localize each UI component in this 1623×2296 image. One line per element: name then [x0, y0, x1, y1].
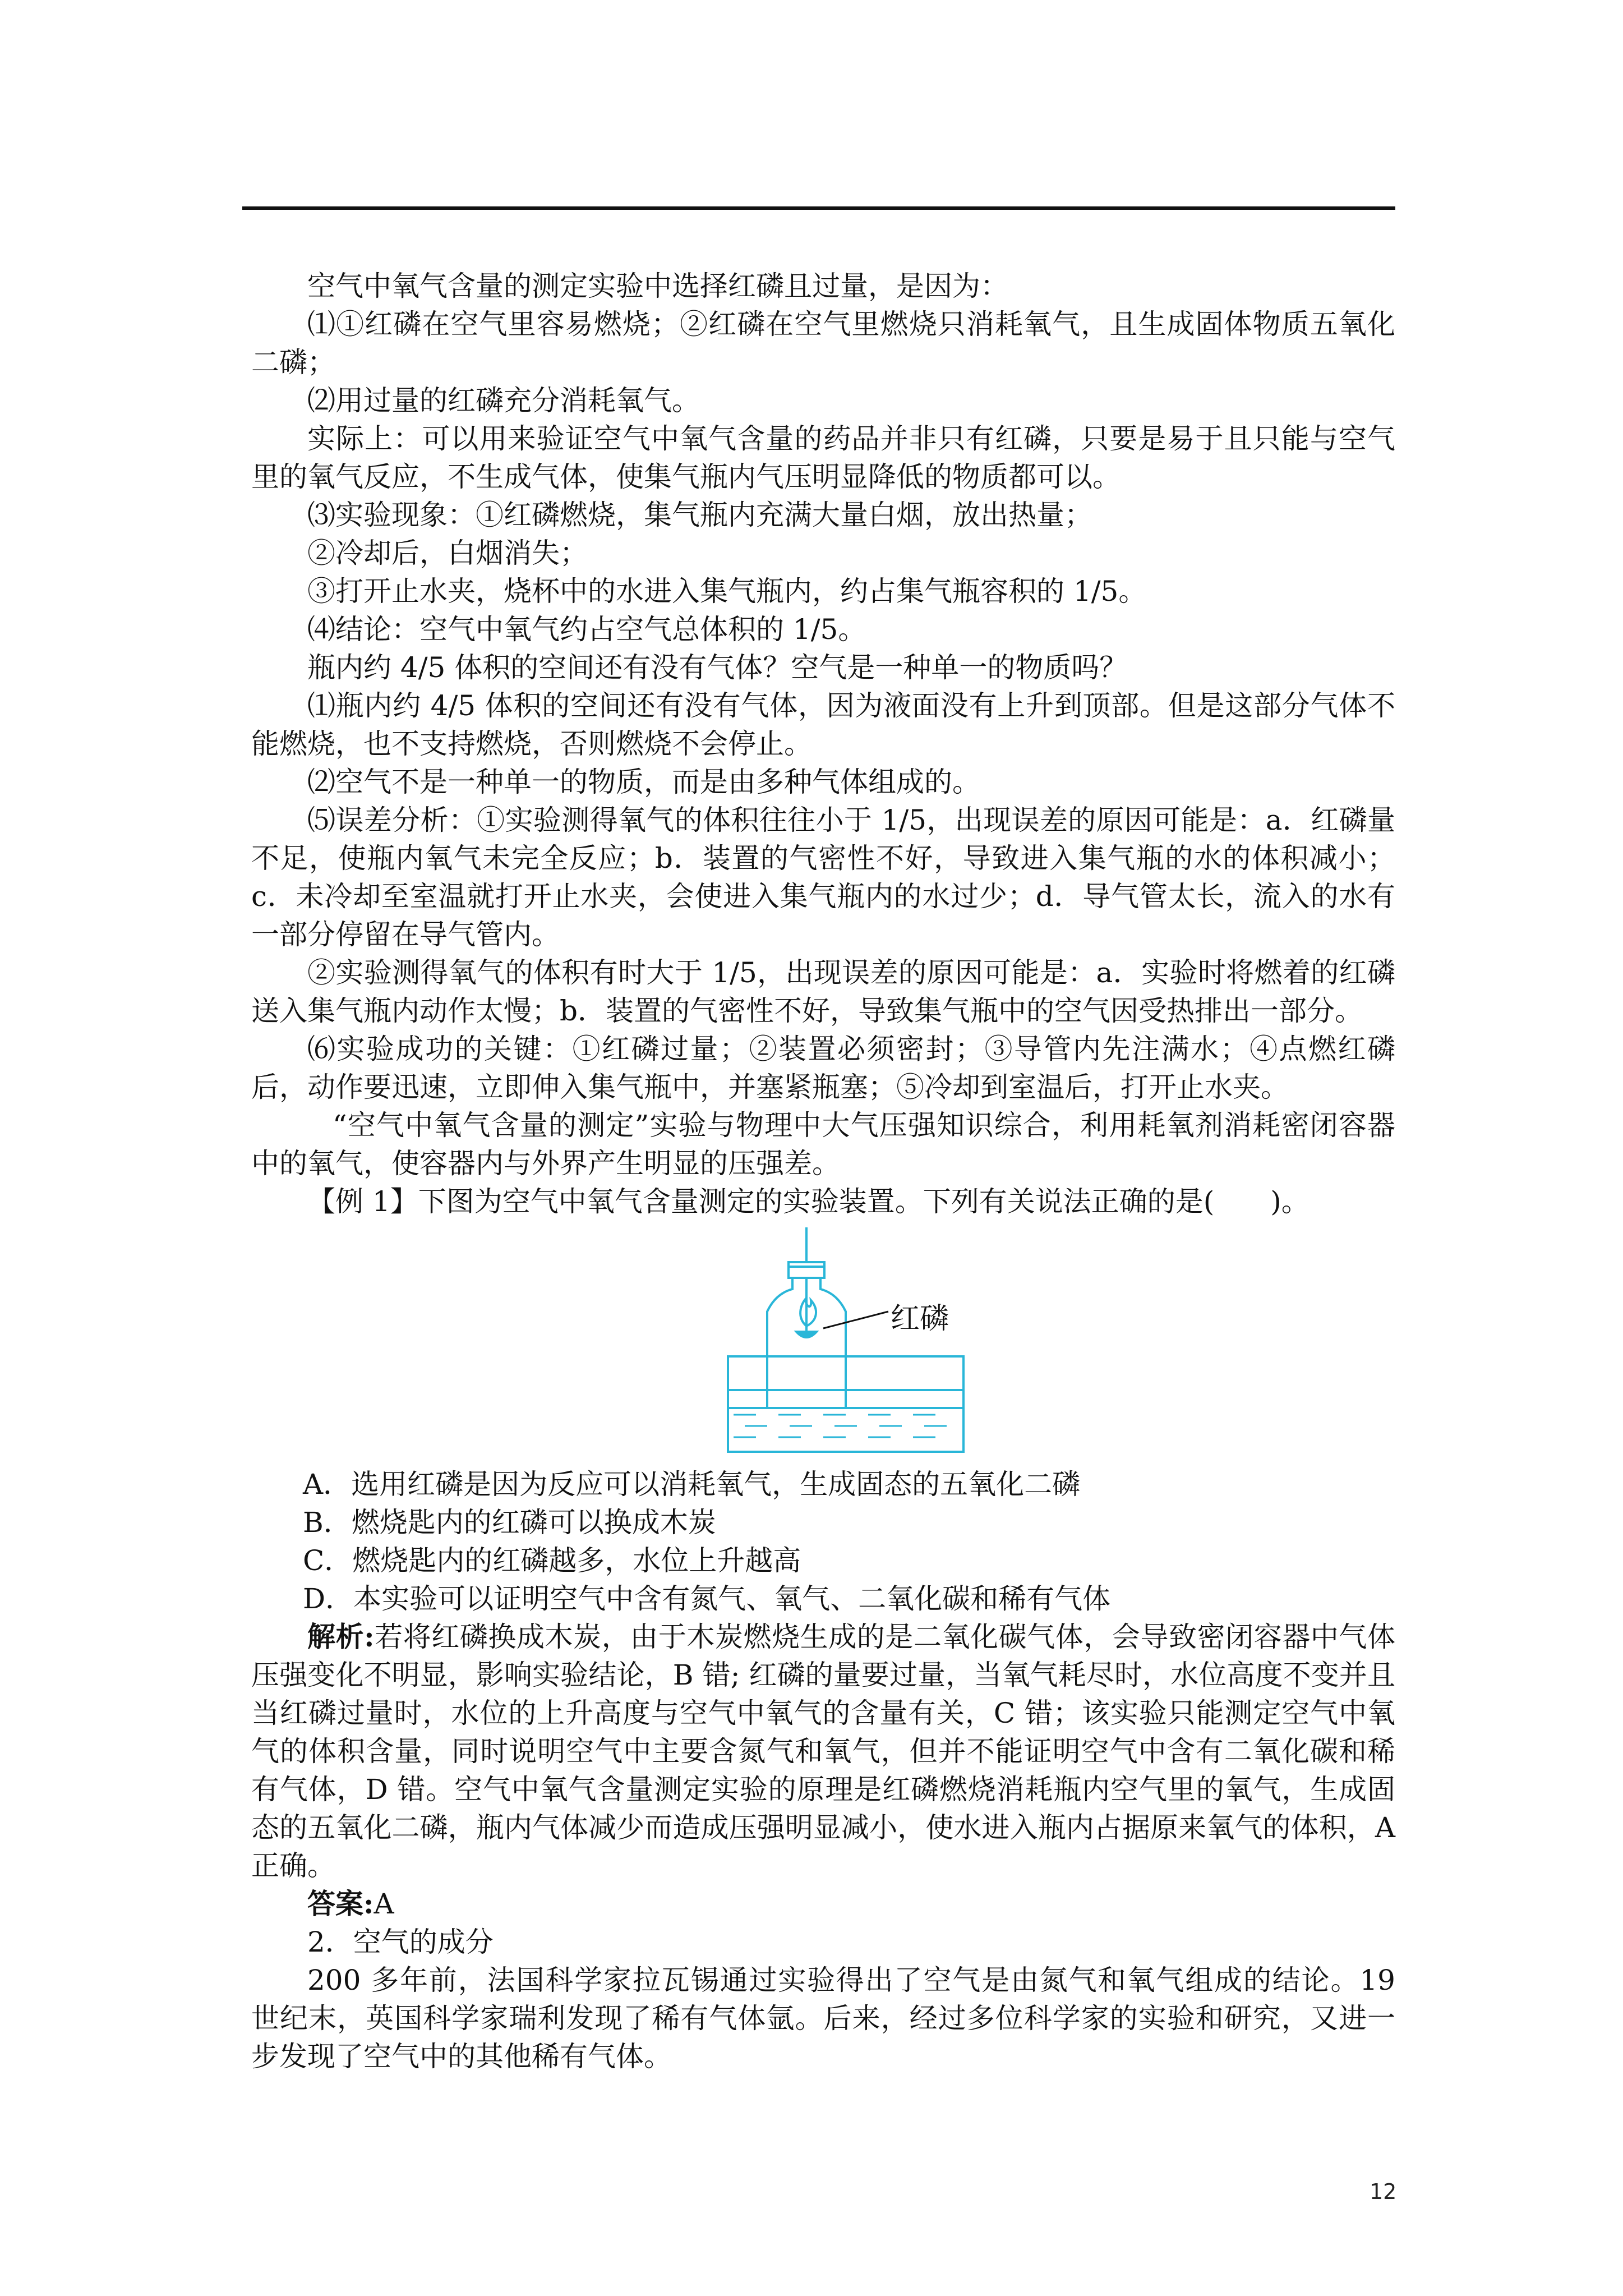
analysis-label: 解析:: [307, 1620, 375, 1653]
option-d: D．本实验可以证明空气中含有氮气、氧气、二氧化碳和稀有气体: [303, 1582, 1111, 1615]
paragraph: “空气中氧气含量的测定”实验与物理中大气压强知识综合，利用耗氧剂消耗密闭容器中的氧气，使容器内与外界产生明显的压强差。: [251, 1109, 1395, 1180]
bottle-right: [820, 1278, 846, 1408]
stopper: [789, 1262, 824, 1278]
paragraph: ⑴瓶内约 4/5 体积的空间还有没有气体，因为液面没有上升到顶部。但是这部分气体不能燃烧，也不支持燃烧，否则燃烧不会停止。: [251, 689, 1395, 760]
answer-label: 答案:: [307, 1887, 374, 1920]
apparatus-diagram: [722, 1227, 969, 1457]
paragraph: ③打开止水夹，烧杯中的水进入集气瓶内，约占集气瓶容积的 1/5。: [307, 575, 1147, 608]
paragraph: ⑶实验现象：①红磷燃烧，集气瓶内充满大量白烟，放出热量；: [307, 499, 1092, 531]
paragraph: ②实验测得氧气的体积有时大于 1/5，出现误差的原因可能是：a．实验时将燃着的红磷送入集气瓶内动作太慢；b．装置的气密性不好，导致集气瓶中的空气因受热排出一部分。: [251, 956, 1395, 1027]
option-b: B．燃烧匙内的红磷可以换成木炭: [303, 1506, 716, 1539]
answer-value: A: [374, 1888, 394, 1920]
paragraph: 实际上：可以用来验证空气中氧气含量的药品并非只有红磷，只要是易于且只能与空气里的氧气反应，不生成气体，使集气瓶内气压明显降低的物质都可以。: [251, 422, 1395, 493]
paragraph: ⑷结论：空气中氧气约占空气总体积的 1/5。: [307, 613, 866, 646]
analysis-text: 若将红磷换成木炭，由于木炭燃烧生成的是二氧化碳气体，会导致密闭容器中气体压强变化不明显，影响实验结论，B 错; 红磷的量要过量，当氧气耗尽时，水位高度不变并且当红磷过量时，水位的上升高度与空气中氧气的含量有关，C 错；该实验只能测定空气中氧气的体积含量，同时说明空气中主要含氮气和氧气，但并不能证明空气中含有二氧化碳和稀有气体，D 错。空气中氧气含量测定实验的原理是红磷燃烧消耗瓶内空气里的氧气，生成固态的五氧化二磷，瓶内气体减少而造成压强明显减小，使水进入瓶内占据原来氧气的体积，A 正确。: [251, 1621, 1395, 1882]
paragraph: ⑵空气不是一种单一的物质，而是由多种气体组成的。: [307, 766, 980, 798]
figure-label: 红磷: [891, 1302, 949, 1336]
option-a: A．选用红磷是因为反应可以消耗氧气，生成固态的五氧化二磷: [303, 1468, 1081, 1501]
bottle-left: [767, 1278, 792, 1408]
label-leader-line: [823, 1312, 888, 1328]
paragraph: 瓶内约 4/5 体积的空间还有没有气体？空气是一种单一的物质吗？: [307, 651, 1128, 684]
header-rule: [242, 206, 1395, 210]
paragraph: ⑸误差分析：①实验测得氧气的体积往往小于 1/5，出现误差的原因可能是：a．红磷量不足，使瓶内氧气未完全反应；b．装置的气密性不好，导致进入集气瓶的水的体积减小；c．未冷却至室温就打开止水夹，会使进入集气瓶内的水过少；d．导气管太长，流入的水有一部分停留在导气管内。: [251, 804, 1395, 951]
paragraph: ⑵用过量的红磷充分消耗氧气。: [307, 384, 700, 417]
page-number: 12: [1370, 2179, 1397, 2204]
spoon: [796, 1332, 817, 1337]
analysis: [251, 1618, 1395, 1885]
section-heading: 2．空气的成分: [307, 1926, 494, 1958]
paragraph: 200 多年前，法国科学家拉瓦锡通过实验得出了空气是由氮气和氧气组成的结论。19 世纪末，英国科学家瑞利发现了稀有气体氩。后来，经过多位科学家的实验和研究，又进一步发现了空气中的其他稀有气体。: [251, 1964, 1395, 2073]
paragraph: ⑹实验成功的关键：①红磷过量；②装置必须密封；③导管内先注满水；④点燃红磷后，动作要迅速，立即伸入集气瓶中，并塞紧瓶塞；⑤冷却到室温后，打开止水夹。: [251, 1033, 1395, 1103]
example-question: 【例 1】下图为空气中氧气含量测定的实验装置。下列有关说法正确的是( )。: [307, 1185, 1310, 1218]
page-content: [251, 267, 1395, 2076]
paragraph: 空气中氧气含量的测定实验中选择红磷且过量，是因为：: [307, 270, 1008, 302]
paragraph: ⑴①红磷在空气里容易燃烧；②红磷在空气里燃烧只消耗氧气，且生成固体物质五氧化二磷；: [251, 308, 1395, 379]
paragraph: ②冷却后，白烟消失；: [307, 537, 588, 569]
apparatus-figure: [251, 1227, 1395, 1457]
flame: [800, 1299, 816, 1326]
answer: [251, 1885, 1395, 1923]
option-c: C．燃烧匙内的红磷越多，水位上升越高: [303, 1544, 801, 1577]
